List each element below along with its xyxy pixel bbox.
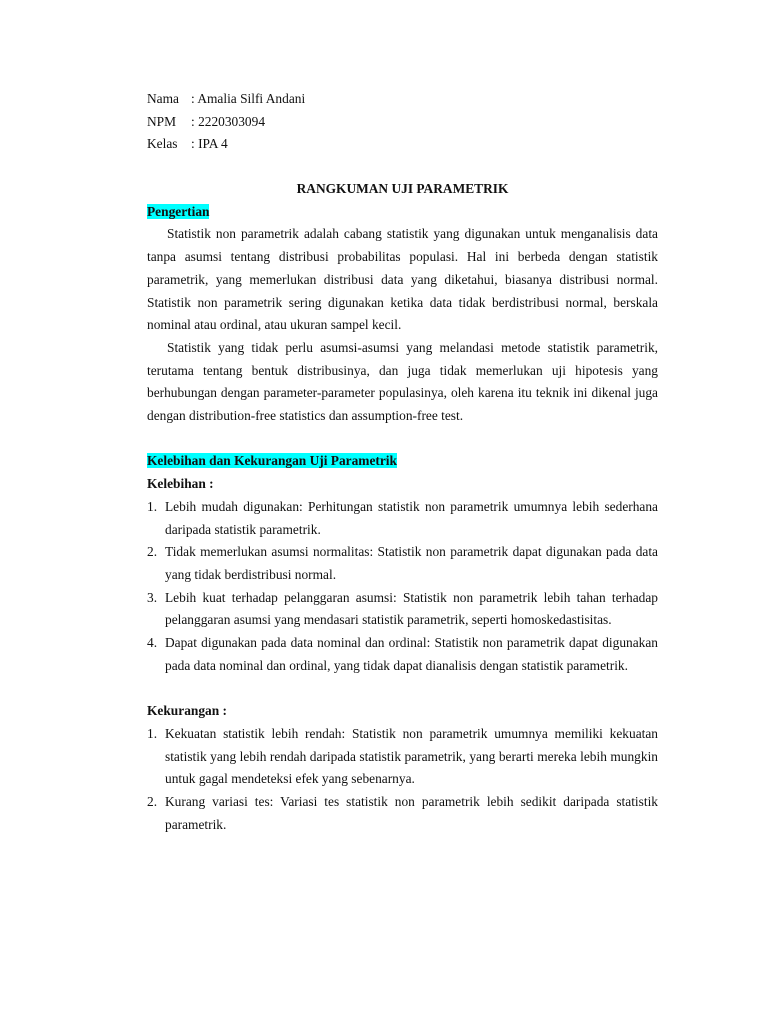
pengertian-heading: Pengertian <box>147 203 210 219</box>
kelas-value: : IPA 4 <box>191 136 228 152</box>
list-item-number: 3. <box>147 589 158 605</box>
nama-value: : Amalia Silfi Andani <box>191 91 306 106</box>
info-row-nama <box>147 88 658 111</box>
list-item-number: 2. <box>147 794 158 810</box>
list-item <box>147 587 658 632</box>
kelas-label: Kelas <box>147 136 178 152</box>
list-item-text: Kurang variasi tes: Variasi tes statistik non parametrik lebih sedikit daripada statistik parametrik. <box>165 794 658 832</box>
list-item-text: Tidak memerlukan asumsi normalitas: Statistik non parametrik dapat digunakan pada data yang tidak berdistribusi normal. <box>165 544 658 582</box>
document-content <box>147 88 658 836</box>
spacer <box>147 678 658 701</box>
kelebihan-heading: Kelebihan : <box>147 476 214 492</box>
list-item <box>147 723 658 791</box>
list-item <box>147 496 658 541</box>
list-item-number: 4. <box>147 635 158 651</box>
list-item <box>147 791 658 836</box>
list-item-number: 1. <box>147 725 158 741</box>
info-row-npm <box>147 111 658 134</box>
nama-label: Nama <box>147 91 179 106</box>
pengertian-paragraph-2: Statistik yang tidak perlu asumsi-asumsi yang melandasi metode statistik parametrik, terutama tentang bentuk distribusinya, dan juga tidak memerlukan uji hipotesis yang berhubungan dengan parameter-parameter populasinya, oleh karena itu teknik ini dikenal juga dengan distribution-free statistics dan assumption-free test. <box>147 339 658 424</box>
pengertian-heading-row <box>147 201 658 224</box>
list-item-text: Dapat digunakan pada data nominal dan ordinal: Statistik non parametrik dapat digunakan pada data nominal dan ordinal, yang tidak dapat dianalisis dengan statistik parametrik. <box>165 635 658 673</box>
list-item <box>147 632 658 677</box>
list-item-text: Lebih kuat terhadap pelanggaran asumsi: Statistik non parametrik lebih tahan terhadap pelanggaran asumsi yang mendasari statistik parametrik, seperti homoskedastisitas. <box>165 589 658 628</box>
kelebihan-kekurangan-heading-row <box>147 450 658 473</box>
spacer <box>147 428 658 451</box>
pengertian-paragraph-1: Statistik non parametrik adalah cabang statistik yang digunakan untuk menganalisis data tanpa asumsi tentang distribusi probabilitas populasi. Hal ini berbeda dengan statistik parametrik, yang memerlukan distribusi data yang diketahui, biasanya distribusi normal. Statistik non parametrik sering digunakan ketika data tidak berdistribusi normal, berskala nominal atau ordinal, atau ukuran sampel kecil. <box>147 226 658 333</box>
npm-value: : 2220303094 <box>191 113 266 129</box>
document-title: RANGKUMAN UJI PARAMETRIK <box>296 181 509 197</box>
list-item-number: 2. <box>147 544 158 560</box>
kekurangan-list <box>147 723 658 837</box>
kekurangan-heading: Kekurangan : <box>147 703 227 719</box>
list-item-number: 1. <box>147 498 158 514</box>
kelebihan-kekurangan-heading: Kelebihan dan Kekurangan Uji Parametrik <box>147 453 397 469</box>
list-item-text: Kekuatan statistik lebih rendah: Statistik non parametrik umumnya memiliki kekuatan statistik yang lebih rendah daripada statistik parametrik, yang berarti mereka lebih mungkin untuk gagal mendeteksi efek yang sebenarnya. <box>165 725 658 787</box>
list-item-text: Lebih mudah digunakan: Perhitungan statistik non parametrik umumnya lebih sederhana daripada statistik parametrik. <box>165 498 658 537</box>
kelebihan-list <box>147 496 658 678</box>
list-item <box>147 541 658 586</box>
info-row-kelas <box>147 133 658 156</box>
npm-label: NPM <box>147 113 177 129</box>
